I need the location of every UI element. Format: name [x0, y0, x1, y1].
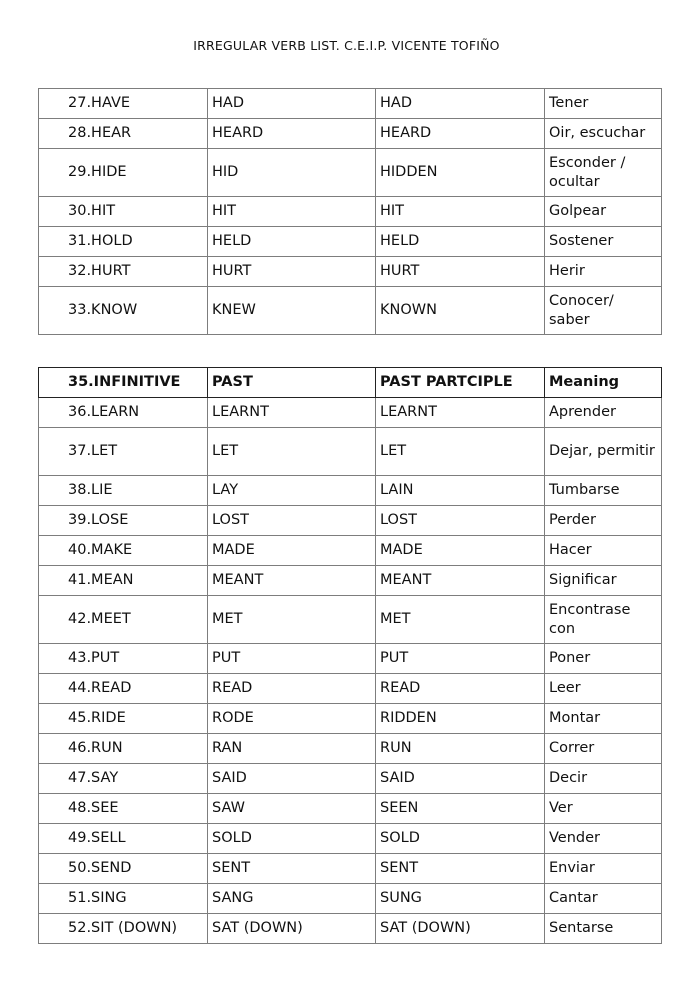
- infinitive-cell: 42.MEET: [39, 596, 208, 644]
- table-row: [39, 704, 662, 734]
- past-participle-cell: SENT: [376, 854, 545, 884]
- infinitive-cell: 36.LEARN: [39, 398, 208, 428]
- meaning-cell: Cantar: [545, 884, 662, 914]
- past-participle-cell: LEARNT: [376, 398, 545, 428]
- infinitive-cell: 37.LET: [39, 428, 208, 476]
- past-cell: HURT: [208, 257, 376, 287]
- verb-table-2-header: [39, 368, 662, 398]
- table-row: [39, 257, 662, 287]
- table-row: [39, 119, 662, 149]
- past-participle-cell: READ: [376, 674, 545, 704]
- meaning-cell: Enviar: [545, 854, 662, 884]
- past-participle-cell: SEEN: [376, 794, 545, 824]
- infinitive-cell: 49.SELL: [39, 824, 208, 854]
- past-participle-cell: HEARD: [376, 119, 545, 149]
- table-row: [39, 197, 662, 227]
- infinitive-cell: 29.HIDE: [39, 149, 208, 197]
- meaning-cell: Correr: [545, 734, 662, 764]
- past-cell: KNEW: [208, 287, 376, 335]
- table-row: [39, 854, 662, 884]
- infinitive-cell: 40.MAKE: [39, 536, 208, 566]
- past-cell: MEANT: [208, 566, 376, 596]
- header-meaning: Meaning: [545, 368, 662, 398]
- infinitive-cell: 38.LIE: [39, 476, 208, 506]
- meaning-cell: Significar: [545, 566, 662, 596]
- past-cell: RAN: [208, 734, 376, 764]
- table-row: [39, 884, 662, 914]
- table-row: [39, 914, 662, 944]
- meaning-cell: Vender: [545, 824, 662, 854]
- meaning-cell: Aprender: [545, 398, 662, 428]
- table-row: [39, 674, 662, 704]
- past-participle-cell: SAT (DOWN): [376, 914, 545, 944]
- past-cell: PUT: [208, 644, 376, 674]
- meaning-cell: Dejar, permitir: [545, 428, 662, 476]
- past-cell: HEARD: [208, 119, 376, 149]
- past-participle-cell: SAID: [376, 764, 545, 794]
- table-row: [39, 428, 662, 476]
- table-row: [39, 476, 662, 506]
- table-row: [39, 149, 662, 197]
- meaning-cell: Perder: [545, 506, 662, 536]
- infinitive-cell: 41.MEAN: [39, 566, 208, 596]
- verb-table-2: [38, 367, 662, 944]
- infinitive-cell: 50.SEND: [39, 854, 208, 884]
- meaning-cell: Conocer/ saber: [545, 287, 662, 335]
- meaning-cell: Tumbarse: [545, 476, 662, 506]
- past-cell: SAW: [208, 794, 376, 824]
- verb-table-2-body: [39, 398, 662, 944]
- meaning-cell: Herir: [545, 257, 662, 287]
- past-participle-cell: SOLD: [376, 824, 545, 854]
- past-participle-cell: HURT: [376, 257, 545, 287]
- infinitive-cell: 27.HAVE: [39, 89, 208, 119]
- table-row: [39, 764, 662, 794]
- header-past: PAST: [208, 368, 376, 398]
- infinitive-cell: 47.SAY: [39, 764, 208, 794]
- past-cell: LET: [208, 428, 376, 476]
- infinitive-cell: 44.READ: [39, 674, 208, 704]
- past-participle-cell: PUT: [376, 644, 545, 674]
- table-row: [39, 287, 662, 335]
- past-participle-cell: LOST: [376, 506, 545, 536]
- past-cell: LEARNT: [208, 398, 376, 428]
- past-cell: LOST: [208, 506, 376, 536]
- past-cell: MET: [208, 596, 376, 644]
- infinitive-cell: 30.HIT: [39, 197, 208, 227]
- past-participle-cell: SUNG: [376, 884, 545, 914]
- table-row: [39, 644, 662, 674]
- past-cell: RODE: [208, 704, 376, 734]
- header-row: [39, 368, 662, 398]
- meaning-cell: Encontrase con: [545, 596, 662, 644]
- meaning-cell: Montar: [545, 704, 662, 734]
- header-infinitive: 35.INFINITIVE: [39, 368, 208, 398]
- meaning-cell: Leer: [545, 674, 662, 704]
- infinitive-cell: 32.HURT: [39, 257, 208, 287]
- past-cell: SOLD: [208, 824, 376, 854]
- meaning-cell: Sostener: [545, 227, 662, 257]
- table-row: [39, 566, 662, 596]
- past-participle-cell: LAIN: [376, 476, 545, 506]
- past-participle-cell: HIDDEN: [376, 149, 545, 197]
- infinitive-cell: 39.LOSE: [39, 506, 208, 536]
- table-row: [39, 734, 662, 764]
- past-participle-cell: MEANT: [376, 566, 545, 596]
- past-participle-cell: LET: [376, 428, 545, 476]
- past-cell: READ: [208, 674, 376, 704]
- table-row: [39, 824, 662, 854]
- past-participle-cell: KNOWN: [376, 287, 545, 335]
- verb-table-1-body: [39, 89, 662, 335]
- past-participle-cell: MET: [376, 596, 545, 644]
- past-cell: HID: [208, 149, 376, 197]
- infinitive-cell: 33.KNOW: [39, 287, 208, 335]
- past-cell: SANG: [208, 884, 376, 914]
- meaning-cell: Poner: [545, 644, 662, 674]
- table-row: [39, 596, 662, 644]
- infinitive-cell: 31.HOLD: [39, 227, 208, 257]
- past-participle-cell: HIT: [376, 197, 545, 227]
- meaning-cell: Golpear: [545, 197, 662, 227]
- past-cell: LAY: [208, 476, 376, 506]
- table-row: [39, 536, 662, 566]
- past-cell: MADE: [208, 536, 376, 566]
- past-cell: SAT (DOWN): [208, 914, 376, 944]
- past-cell: SAID: [208, 764, 376, 794]
- meaning-cell: Decir: [545, 764, 662, 794]
- page-title: IRREGULAR VERB LIST. C.E.I.P. VICENTE TOFIÑO: [193, 38, 500, 53]
- table-row: [39, 506, 662, 536]
- infinitive-cell: 28.HEAR: [39, 119, 208, 149]
- past-participle-cell: HAD: [376, 89, 545, 119]
- infinitive-cell: 43.PUT: [39, 644, 208, 674]
- header-past-participle: PAST PARTCIPLE: [376, 368, 545, 398]
- table-row: [39, 89, 662, 119]
- meaning-cell: Hacer: [545, 536, 662, 566]
- verb-table-1: [38, 88, 662, 335]
- infinitive-cell: 48.SEE: [39, 794, 208, 824]
- table-row: [39, 794, 662, 824]
- infinitive-cell: 51.SING: [39, 884, 208, 914]
- meaning-cell: Ver: [545, 794, 662, 824]
- table-row: [39, 227, 662, 257]
- meaning-cell: Sentarse: [545, 914, 662, 944]
- past-participle-cell: HELD: [376, 227, 545, 257]
- past-cell: SENT: [208, 854, 376, 884]
- meaning-cell: Esconder / ocultar: [545, 149, 662, 197]
- infinitive-cell: 46.RUN: [39, 734, 208, 764]
- past-participle-cell: MADE: [376, 536, 545, 566]
- past-participle-cell: RUN: [376, 734, 545, 764]
- infinitive-cell: 52.SIT (DOWN): [39, 914, 208, 944]
- past-cell: HELD: [208, 227, 376, 257]
- infinitive-cell: 45.RIDE: [39, 704, 208, 734]
- meaning-cell: Tener: [545, 89, 662, 119]
- meaning-cell: Oir, escuchar: [545, 119, 662, 149]
- past-cell: HAD: [208, 89, 376, 119]
- table-row: [39, 398, 662, 428]
- past-participle-cell: RIDDEN: [376, 704, 545, 734]
- past-cell: HIT: [208, 197, 376, 227]
